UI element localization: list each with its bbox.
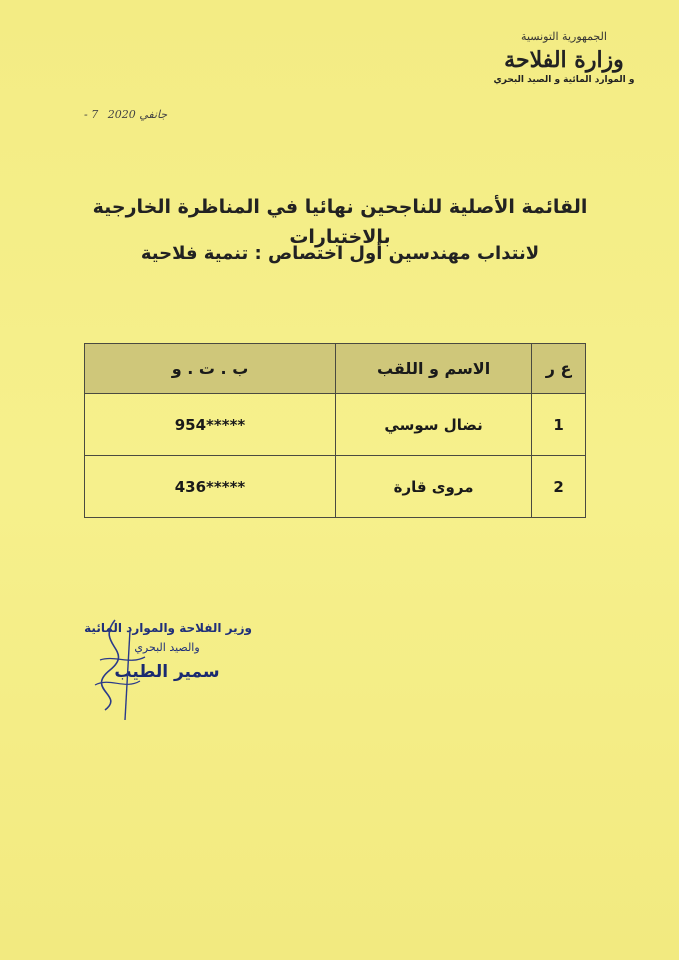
document-title: القائمة الأصلية للناجحين نهائيا في المناظرة الخارجية بالاختبارات — [92, 196, 588, 248]
signature-block — [82, 618, 252, 686]
row-number: 2 — [532, 456, 586, 518]
table-row — [85, 394, 586, 456]
date-day: 7 — [91, 108, 99, 121]
signatory-title-2: والصيد البحري — [134, 641, 200, 654]
document-subtitle: لانتداب مهندسين أول اختصاص : تنمية فلاحية — [140, 243, 540, 264]
republic-label: الجمهورية التونسية — [521, 30, 607, 43]
signatory-name: سمير الطيب — [114, 662, 220, 682]
header-name: الاسم و اللقب — [336, 344, 532, 394]
signatory-title: وزير الفلاحة والموارد المائية — [84, 621, 252, 635]
table-row — [85, 456, 586, 518]
ministry-name: وزارة الفلاحة — [504, 47, 624, 73]
date-stamp — [84, 108, 173, 121]
row-number: 1 — [532, 394, 586, 456]
ministry-subtitle: و الموارد المائية و الصيد البحري — [493, 75, 635, 85]
row-id: 954***** — [85, 394, 336, 456]
header-number: ع ر — [532, 344, 586, 394]
row-id: 436***** — [85, 456, 336, 518]
letterhead — [489, 30, 639, 85]
table-header-row — [85, 344, 586, 394]
row-name: نضال سوسي — [336, 394, 532, 456]
results-table — [84, 343, 586, 518]
row-name: مروى قارة — [336, 456, 532, 518]
header-id: ب . ت . و — [85, 344, 336, 394]
date-rest: - جانفي 2020 — [84, 108, 168, 121]
